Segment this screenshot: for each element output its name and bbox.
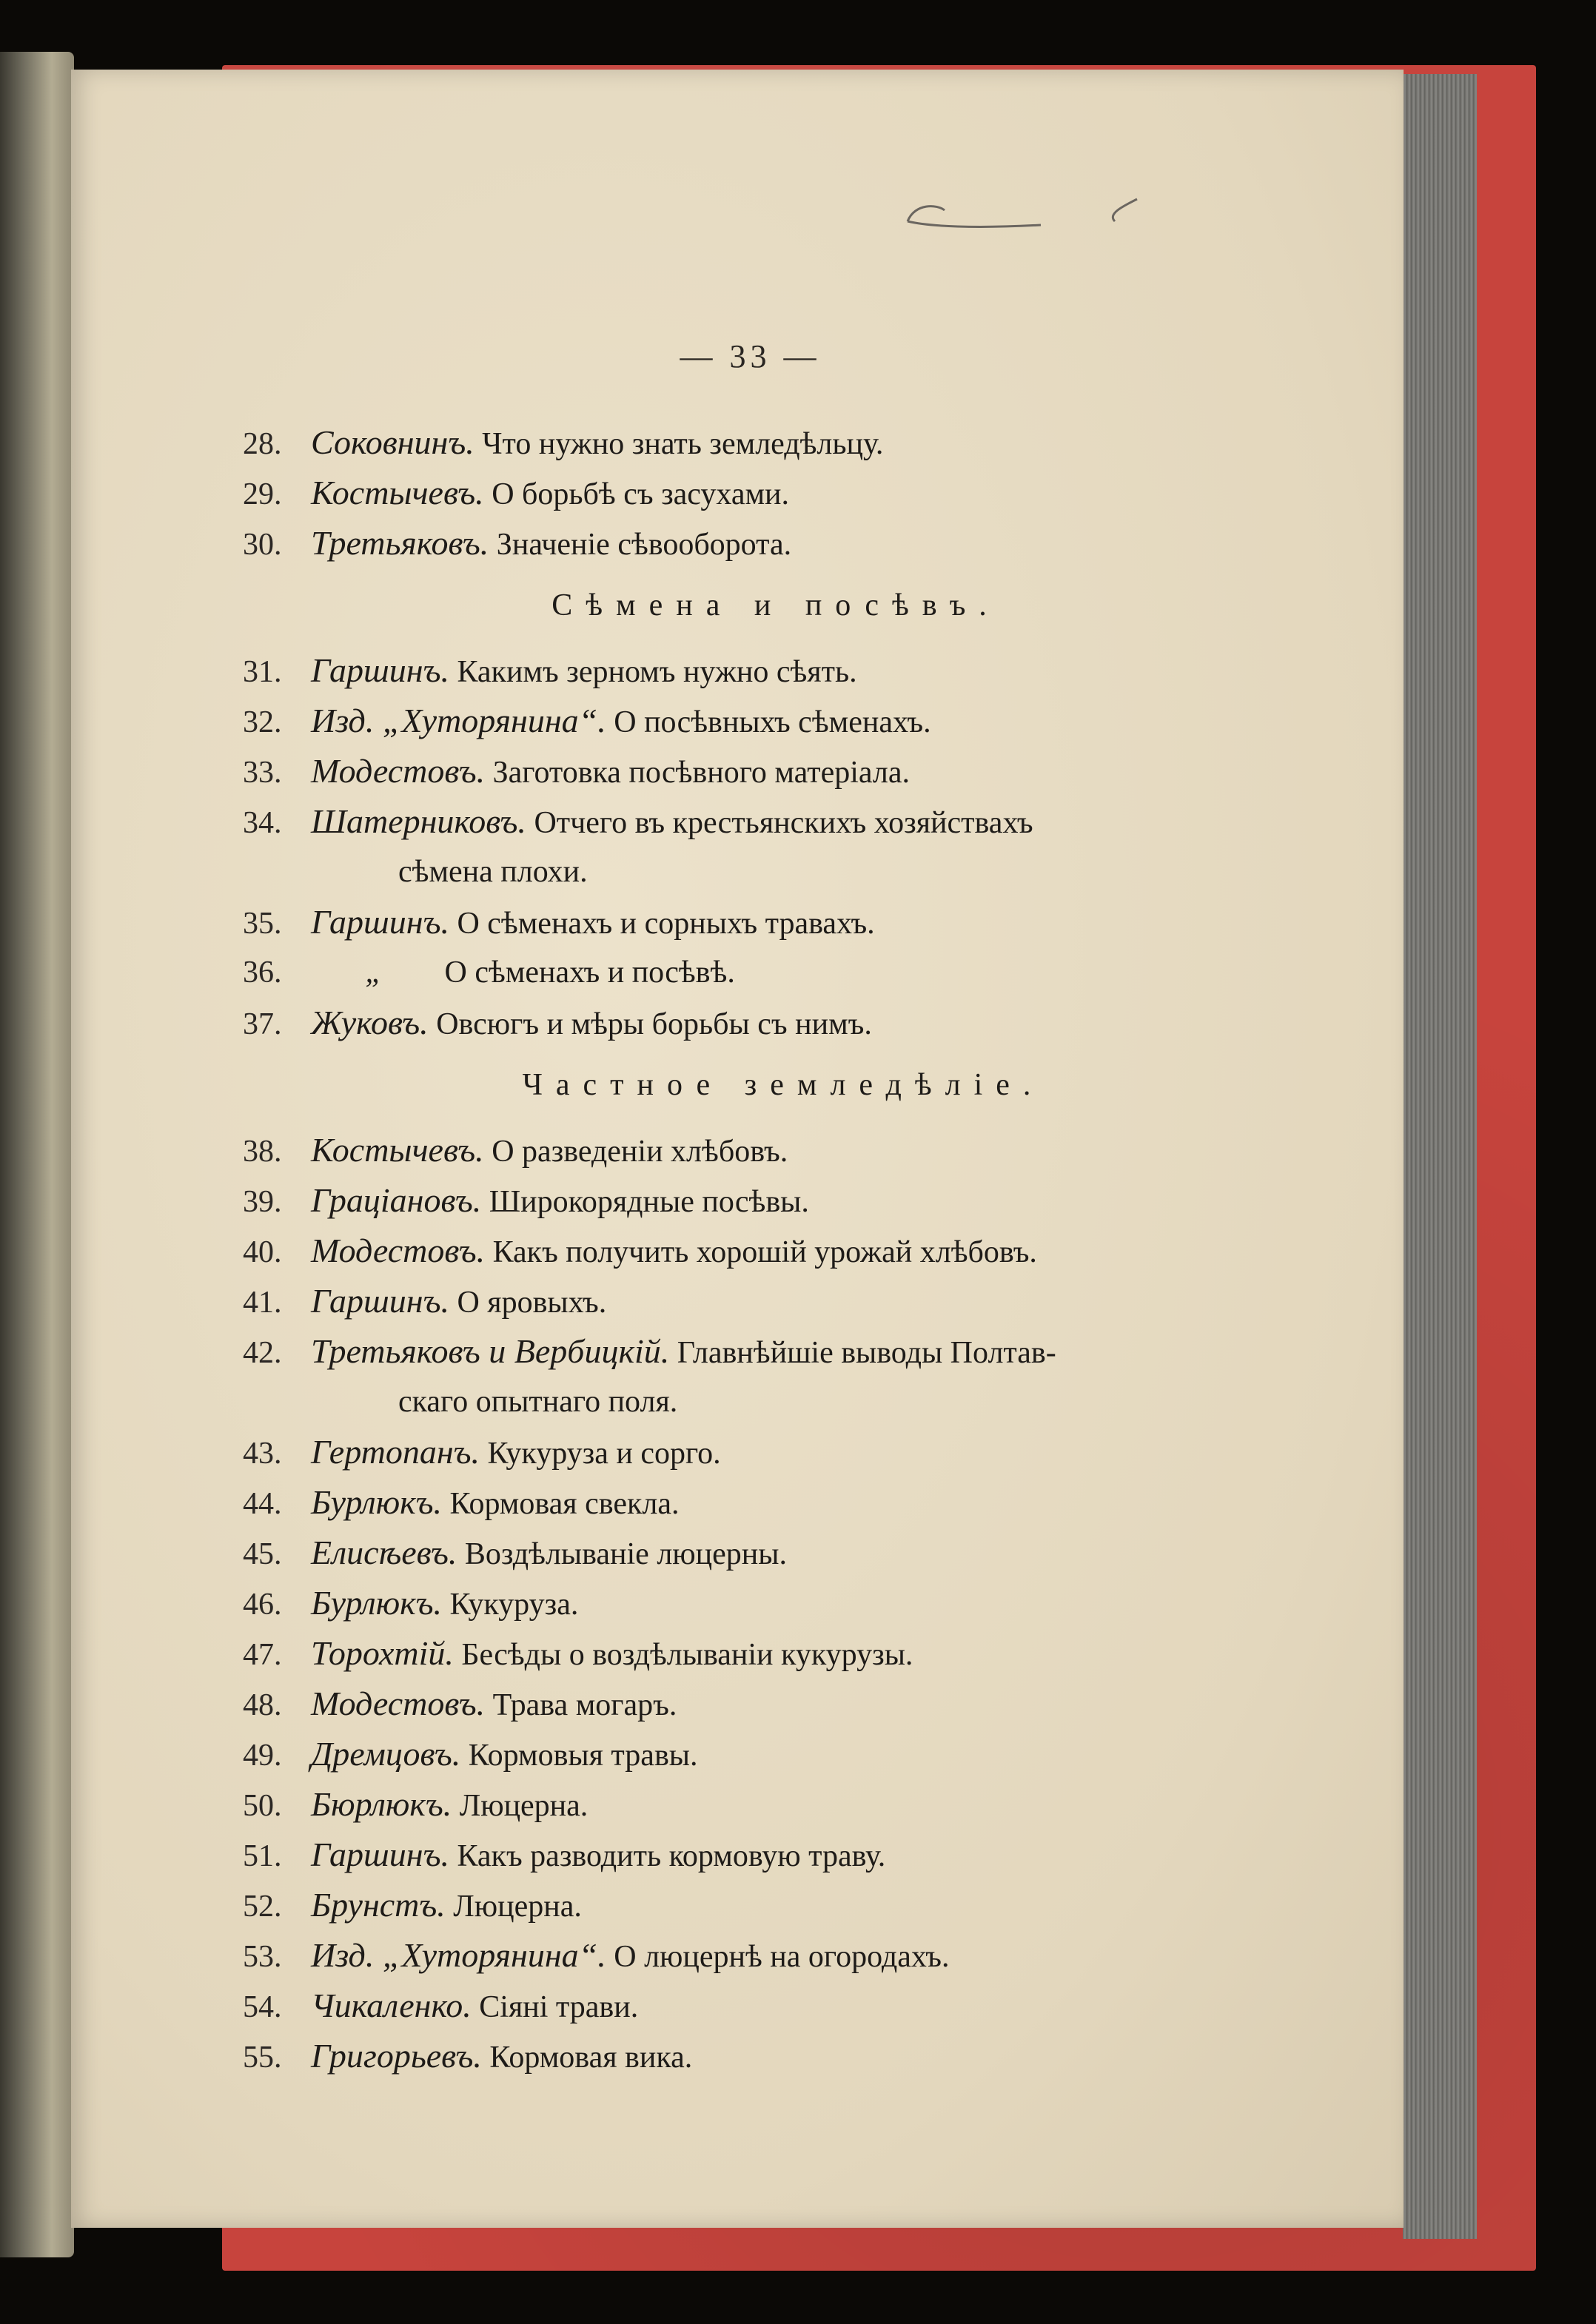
- entry-number: 50.: [243, 1789, 282, 1823]
- ditto-mark: „: [365, 956, 383, 990]
- entry-author: Бурлюкъ.: [311, 1584, 443, 1622]
- entry-number: 42.: [243, 1336, 282, 1370]
- list-item: [243, 1125, 1279, 1175]
- entry-number: 44.: [243, 1487, 282, 1521]
- entry-title-continuation: скаго опытнаго поля.: [398, 1385, 678, 1419]
- entry-author: Граціановъ.: [311, 1181, 482, 1219]
- list-item: [243, 518, 1279, 568]
- list-item: [243, 1578, 1279, 1628]
- entry-title: Сіяні трави.: [479, 1990, 639, 2024]
- entry-author: Елисѣевъ.: [311, 1534, 457, 1571]
- list-item: [243, 746, 1279, 796]
- entry-number: 49.: [243, 1739, 282, 1773]
- list-item: [243, 645, 1279, 696]
- entry-author: Григорьевъ.: [311, 2037, 482, 2075]
- entry-title: Трава могаръ.: [492, 1688, 677, 1722]
- list-item: [243, 1477, 1279, 1528]
- entry-author: Костычевъ.: [311, 1131, 484, 1169]
- entry-number: 46.: [243, 1588, 282, 1622]
- entry-author: Брунстъ.: [311, 1886, 446, 1924]
- entry-author: Торохтій.: [311, 1634, 454, 1672]
- entry-number: 34.: [243, 806, 282, 840]
- list-item: [243, 1628, 1279, 1679]
- entry-title: Люцерна.: [459, 1789, 589, 1823]
- entry-author: Соковнинъ.: [311, 423, 475, 461]
- list-item: [243, 417, 1279, 468]
- entry-author: Дремцовъ.: [311, 1735, 461, 1773]
- list-item: [243, 468, 1279, 518]
- entry-number: 28.: [243, 427, 282, 461]
- entry-title: О борьбѣ съ засухами.: [492, 477, 790, 511]
- list-item: [243, 1930, 1279, 1981]
- bibliography-list: [243, 417, 1279, 2081]
- entry-number: 41.: [243, 1286, 282, 1320]
- list-item: [243, 1427, 1279, 1477]
- left-page-edge: [0, 52, 74, 2257]
- entry-title: Кормовая свекла.: [449, 1487, 680, 1521]
- entry-title: Что нужно знать земледѣльцу.: [482, 427, 884, 461]
- list-item: [243, 796, 1279, 897]
- entry-author: Третьяковъ и Вербицкій.: [311, 1332, 670, 1370]
- entry-title: Кормовая вика.: [489, 2041, 693, 2075]
- entry-author: Модестовъ.: [311, 1232, 486, 1269]
- book-page: [71, 70, 1404, 2228]
- entry-number: 48.: [243, 1688, 282, 1722]
- entry-title: Значеніе сѣвооборота.: [496, 528, 792, 562]
- entry-title: Какимъ зерномъ нужно сѣять.: [457, 655, 857, 689]
- entry-author: Модестовъ.: [311, 752, 486, 790]
- list-item: [243, 998, 1279, 1048]
- list-item: [243, 1175, 1279, 1226]
- entry-author: Изд. „Хуторянина“.: [311, 1936, 606, 1974]
- entry-title: Воздѣлываніе люцерны.: [464, 1537, 787, 1571]
- entry-author: Гертопанъ.: [311, 1433, 480, 1471]
- entry-author: Шатерниковъ.: [311, 802, 526, 840]
- entry-author: Изд. „Хуторянина“.: [311, 702, 606, 739]
- list-item: [243, 897, 1279, 947]
- list-item: [243, 1326, 1279, 1427]
- entry-number: 39.: [243, 1185, 282, 1219]
- entry-author: Чикаленко.: [311, 1987, 472, 2024]
- entry-title: Заготовка посѣвного матеріала.: [492, 756, 911, 790]
- entry-title: О сѣменахъ и посѣвѣ.: [444, 956, 735, 990]
- entry-number: 29.: [243, 477, 282, 511]
- entry-number: 35.: [243, 907, 282, 941]
- list-item: [243, 1226, 1279, 1276]
- entry-author: Костычевъ.: [311, 474, 484, 511]
- list-item: [243, 1679, 1279, 1729]
- entry-author: Третьяковъ.: [311, 524, 489, 562]
- entry-number: 54.: [243, 1990, 282, 2024]
- list-item: [243, 1981, 1279, 2031]
- entry-author: Бюрлюкъ.: [311, 1785, 452, 1823]
- entry-number: 45.: [243, 1537, 282, 1571]
- list-item: [243, 1880, 1279, 1930]
- pencil-mark-icon: [885, 188, 1167, 255]
- entry-title: Отчего въ крестьянскихъ хозяйствахъ: [534, 806, 1033, 840]
- entry-title: О яровыхъ.: [457, 1286, 607, 1320]
- entry-title: Главнѣйшіе выводы Полтав-: [677, 1336, 1056, 1370]
- list-item: [243, 947, 1279, 998]
- entry-title: Кормовыя травы.: [468, 1739, 698, 1773]
- entry-author: Гаршинъ.: [311, 1836, 449, 1873]
- list-item: [243, 696, 1279, 746]
- entry-title: О разведеніи хлѣбовъ.: [492, 1135, 788, 1169]
- entry-title: Кукуруза.: [449, 1588, 579, 1622]
- list-item: [243, 1729, 1279, 1779]
- list-item: [243, 1830, 1279, 1880]
- entry-title: О люцернѣ на огородахъ.: [614, 1940, 950, 1974]
- entry-author: Модестовъ.: [311, 1685, 486, 1722]
- entry-number: 52.: [243, 1890, 282, 1924]
- page-stack-edge: [1403, 74, 1477, 2239]
- entry-title: О посѣвныхъ сѣменахъ.: [614, 705, 931, 739]
- entry-author: Жуковъ.: [311, 1004, 429, 1041]
- entry-title-continuation: сѣмена плохи.: [398, 855, 588, 889]
- entry-title: Люцерна.: [453, 1890, 582, 1924]
- entry-number: 30.: [243, 528, 282, 562]
- entry-number: 47.: [243, 1638, 282, 1672]
- entry-title: Какъ разводить кормовую траву.: [457, 1839, 886, 1873]
- list-item: [243, 1779, 1279, 1830]
- entry-number: 38.: [243, 1135, 282, 1169]
- entry-number: 36.: [243, 956, 282, 990]
- list-item: [243, 1528, 1279, 1578]
- entry-title: Бесѣды о воздѣлываніи кукурузы.: [461, 1638, 913, 1672]
- entry-author: Гаршинъ.: [311, 903, 449, 941]
- entry-number: 37.: [243, 1007, 282, 1041]
- entry-number: 53.: [243, 1940, 282, 1974]
- entry-number: 40.: [243, 1235, 282, 1269]
- list-item: [243, 1276, 1279, 1326]
- page-number: — 33 —: [680, 338, 821, 375]
- section-heading: Сѣмена и посѣвъ.: [551, 588, 1000, 622]
- section-heading: Частное земледѣліе.: [522, 1068, 1045, 1102]
- entry-number: 33.: [243, 756, 282, 790]
- entry-number: 51.: [243, 1839, 282, 1873]
- entry-title: Овсюгъ и мѣры борьбы съ нимъ.: [436, 1007, 872, 1041]
- entry-title: Широкорядные посѣвы.: [489, 1185, 809, 1219]
- entry-title: О сѣменахъ и сорныхъ травахъ.: [457, 907, 875, 941]
- entry-author: Гаршинъ.: [311, 651, 449, 689]
- entry-number: 43.: [243, 1437, 282, 1471]
- list-item: [243, 2031, 1279, 2081]
- entry-number: 32.: [243, 705, 282, 739]
- entry-number: 31.: [243, 655, 282, 689]
- entry-author: Бурлюкъ.: [311, 1483, 443, 1521]
- entry-author: Гаршинъ.: [311, 1282, 449, 1320]
- entry-title: Какъ получить хорошій урожай хлѣбовъ.: [492, 1235, 1037, 1269]
- entry-number: 55.: [243, 2041, 282, 2075]
- entry-title: Кукуруза и сорго.: [487, 1437, 721, 1471]
